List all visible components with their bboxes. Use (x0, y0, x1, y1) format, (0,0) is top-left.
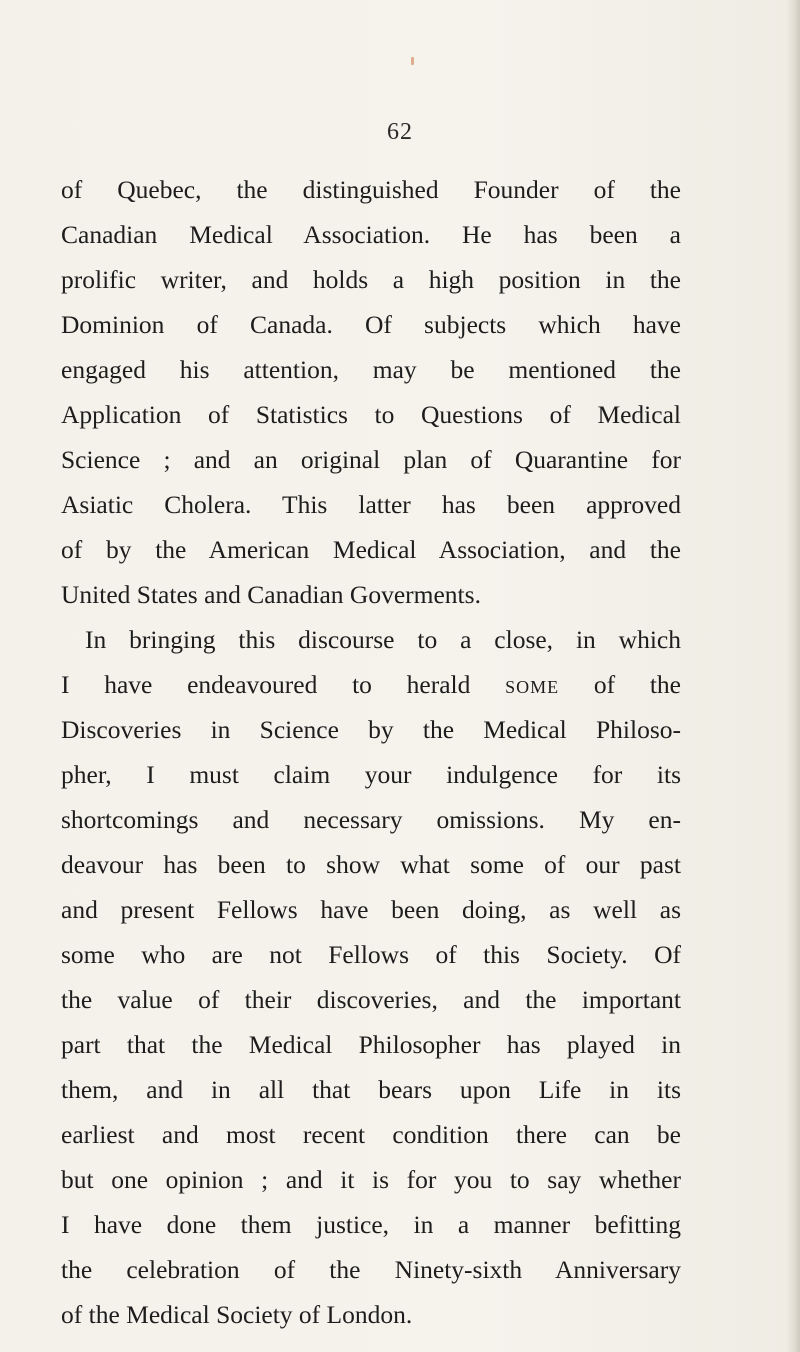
text-line: shortcomings and necessary omissions. My en- (61, 805, 681, 834)
text-line: deavour has been to show what some of our past (61, 850, 681, 879)
text-line: Canadian Medical Association. He has been a (61, 220, 681, 249)
text-line: and present Fellows have been doing, as well as (61, 895, 681, 924)
text-line: Discoveries in Science by the Medical Philoso- (61, 715, 681, 744)
text-line: pher, I must claim your indulgence for its (61, 760, 681, 789)
smallcaps-word: some (505, 670, 560, 699)
text-line: I have done them justice, in a manner befitting (61, 1210, 681, 1239)
text-line: prolific writer, and holds a high position in the (61, 265, 681, 294)
text-line: Asiatic Cholera. This latter has been approved (61, 490, 681, 519)
text-line: Application of Statistics to Questions of Medical (61, 400, 681, 429)
text-line: engaged his attention, may be mentioned the (61, 355, 681, 384)
text-line: part that the Medical Philosopher has played in (61, 1030, 681, 1059)
text-line: Science ; and an original plan of Quarantine for (61, 445, 681, 474)
text-line: of the Medical Society of London. (61, 1300, 413, 1329)
page-number: 62 (387, 119, 413, 145)
text-fragment: of the (559, 670, 681, 699)
text-fragment: I have endeavoured to herald (61, 670, 506, 699)
text-line: of by the American Medical Association, and the (61, 535, 681, 564)
ink-speck (411, 57, 414, 65)
text-line: but one opinion ; and it is for you to say whether (61, 1165, 681, 1194)
text-line-smallcaps (61, 667, 681, 703)
text-line: the celebration of the Ninety-sixth Anniversary (61, 1255, 681, 1284)
text-line: the value of their discoveries, and the important (61, 985, 681, 1014)
paragraph-start-line: In bringing this discourse to a close, in which (85, 625, 681, 654)
text-line: earliest and most recent condition there can be (61, 1120, 681, 1149)
text-line: them, and in all that bears upon Life in its (61, 1075, 681, 1104)
text-line: Dominion of Canada. Of subjects which have (61, 310, 681, 339)
page-edge-shadow (786, 0, 800, 1352)
text-line: some who are not Fellows of this Society. Of (61, 940, 681, 969)
text-line: of Quebec, the distinguished Founder of the (61, 175, 681, 204)
text-line: United States and Canadian Goverments. (61, 580, 481, 609)
